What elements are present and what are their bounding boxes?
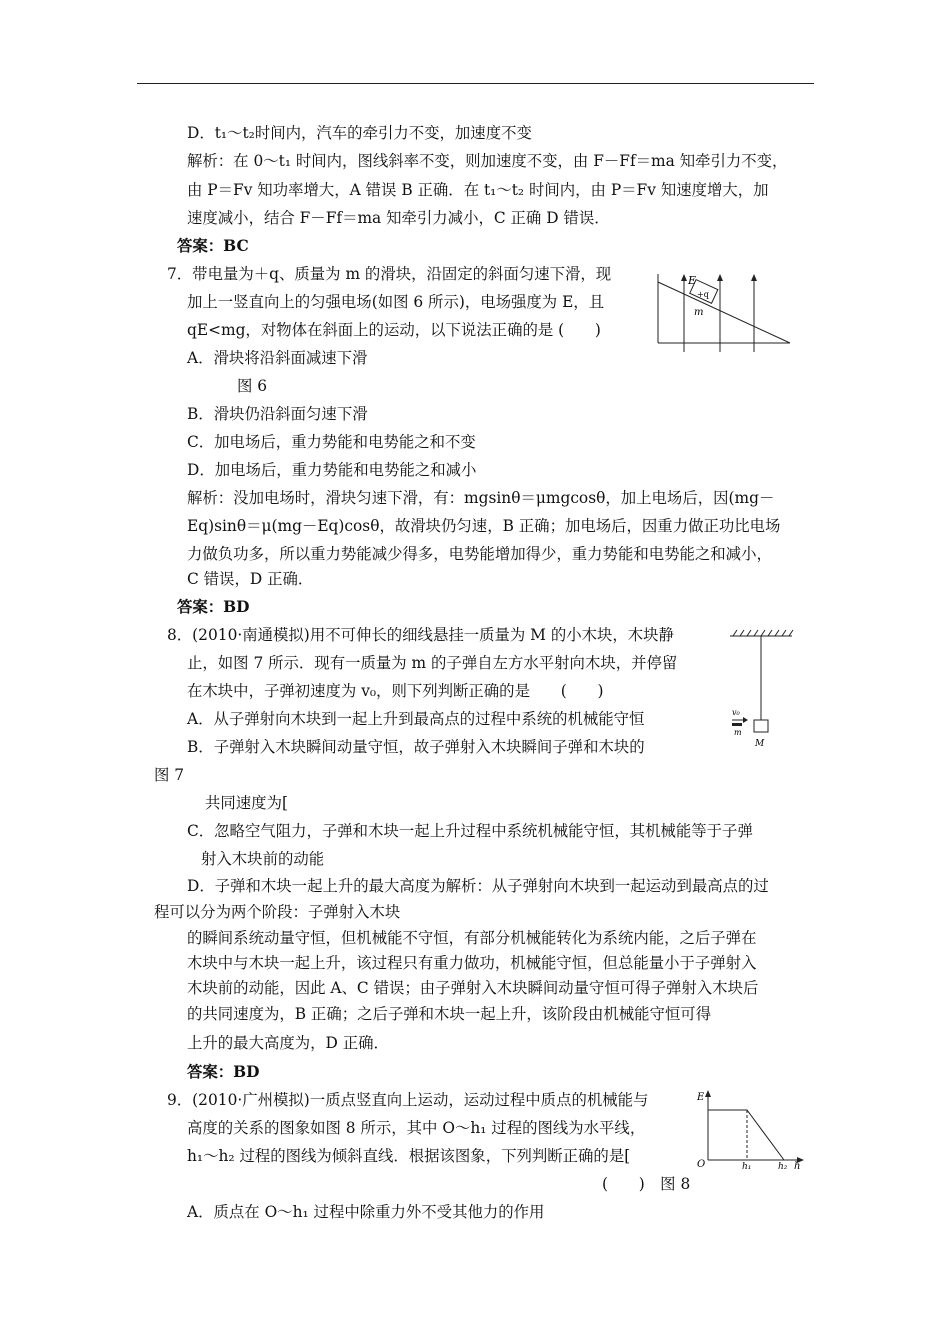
question-9: 9．(2010·广州模拟)一质点竖直向上运动，运动过程中质点的机械能与 — [167, 1091, 649, 1109]
fig8-origin-label: O — [697, 1159, 706, 1170]
analysis-8-line3: 木块中与木块一起上升，该过程只有重力做功，机械能守恒，但总能量小于子弹射入 — [187, 954, 757, 972]
fig6-charge-label: +q — [697, 290, 709, 299]
analysis-6: 解析：在 0～t₁ 时间内，图线斜率不变，则加速度不变，由 F－Ff＝ma 知牵引力不变， — [187, 152, 788, 170]
header-rule — [137, 83, 814, 84]
analysis-6-line3: 速度减小，结合 F－Ff＝ma 知牵引力减小，C 正确 D 错误． — [187, 209, 610, 227]
analysis-7-line3: 力做负功多，所以重力势能减少得多，电势能增加得少，重力势能和电势能之和减小， — [187, 545, 772, 563]
question-9-line3: h₁～h₂ 过程的图线为倾斜直线．根据该图象，下列判断正确的是[ — [187, 1147, 631, 1165]
option-7d: D．加电场后，重力势能和电势能之和减小 — [187, 461, 477, 479]
analysis-8-line2: 的瞬间系统动量守恒，但机械能不守恒，有部分机械能转化为系统内能，之后子弹在 — [187, 929, 757, 947]
option-9a: A．质点在 O～h₁ 过程中除重力外不受其他力的作用 — [187, 1203, 545, 1221]
fig6-e-label: E — [688, 274, 697, 287]
analysis-7-line2: Eq)sinθ＝μ(mg－Eq)cosθ，故滑块仍匀速，B 正确；加电场后，因重力做正功比电场 — [187, 517, 781, 535]
figure-7-pendulum-diagram — [722, 628, 802, 753]
analysis-6-line2: 由 P＝Fv 知功率增大，A 错误 B 正确．在 t₁～t₂ 时间内，由 P＝Fv 知速度增大，加 — [187, 181, 769, 199]
fig7-m-label: m — [734, 728, 742, 737]
fig8-h2-label: h₂ — [778, 1162, 788, 1170]
option-8c: C．忽略空气阻力，子弹和木块一起上升过程中系统机械能守恒，其机械能等于子弹 — [187, 822, 753, 840]
analysis-8-line4: 木块前的动能，因此 A、C 错误；由子弹射入木块瞬间动量守恒可得子弹射入木块后 — [187, 979, 759, 997]
option-6d: D．t₁～t₂时间内，汽车的牵引力不变，加速度不变 — [187, 124, 532, 142]
fig7-M-label: M — [755, 739, 765, 749]
question-9-line4: ( ) 图 8 — [602, 1175, 691, 1193]
option-8a: A．从子弹射向木块到一起上升到最高点的过程中系统的机械能守恒 — [187, 710, 645, 728]
answer-7: 答案：BD — [177, 598, 250, 616]
question-7: 7．带电量为＋q、质量为 m 的滑块，沿固定的斜面匀速下滑，现 — [167, 265, 612, 283]
option-8b: B．子弹射入木块瞬间动量守恒，故子弹射入木块瞬间子弹和木块的 — [187, 738, 645, 756]
option-8c-line2: 射入木块前的动能 — [201, 850, 325, 868]
question-8-line3: 在木块中，子弹初速度为 v₀，则下列判断正确的是 ( ) — [187, 682, 604, 700]
question-8-line2: 止，如图 7 所示．现有一质量为 m 的子弹自左方水平射向木块，并停留 — [187, 654, 678, 672]
option-7a: A．滑块将沿斜面减速下滑 — [187, 349, 368, 367]
fig8-e-axis-label: E — [697, 1092, 705, 1103]
question-9-line2: 高度的关系的图象如图 8 所示，其中 O～h₁ 过程的图线为水平线， — [187, 1119, 646, 1137]
question-8: 8．(2010·南通模拟)用不可伸长的细线悬挂一质量为 M 的小木块，木块静 — [167, 626, 674, 644]
fig8-h1-label: h₁ — [742, 1162, 752, 1170]
option-8d: D．子弹和木块一起上升的最大高度为解析：从子弹射向木块到一起运动到最高点的过 — [187, 877, 769, 895]
question-7-line2: 加上一竖直向上的匀强电场(如图 6 所示)，电场强度为 E，且 — [187, 293, 605, 311]
figure-7-caption: 图 7 — [154, 766, 185, 784]
fig7-v0-label: v₀ — [732, 708, 740, 717]
option-8b-line2: 共同速度为[ — [205, 794, 288, 812]
analysis-8-line6: 上升的最大高度为，D 正确． — [187, 1034, 389, 1052]
analysis-8: 程可以分为两个阶段：子弹射入木块 — [154, 903, 401, 921]
question-7-line3: qE<mg，对物体在斜面上的运动，以下说法正确的是 ( ) — [187, 321, 601, 339]
analysis-7: 解析：没加电场时，滑块匀速下滑，有：mgsinθ＝μmgcosθ，加上电场后，因(mg－ — [187, 489, 775, 507]
fig6-mass-label: m — [694, 307, 704, 318]
answer-6: 答案：BC — [177, 237, 249, 255]
figure-6-caption: 图 6 — [237, 377, 268, 395]
analysis-7-line4: C 错误，D 正确． — [187, 570, 314, 588]
option-7c: C．加电场后，重力势能和电势能之和不变 — [187, 433, 476, 451]
figure-8-energy-height-graph — [692, 1088, 807, 1170]
analysis-8-line5: 的共同速度为，B 正确；之后子弹和木块一起上升，该阶段由机械能守恒可得 — [187, 1005, 712, 1023]
answer-8: 答案：BD — [187, 1063, 260, 1081]
fig8-h-axis-label: h — [794, 1161, 801, 1170]
figure-6-incline-diagram — [650, 268, 800, 358]
option-7b: B．滑块仍沿斜面匀速下滑 — [187, 405, 368, 423]
